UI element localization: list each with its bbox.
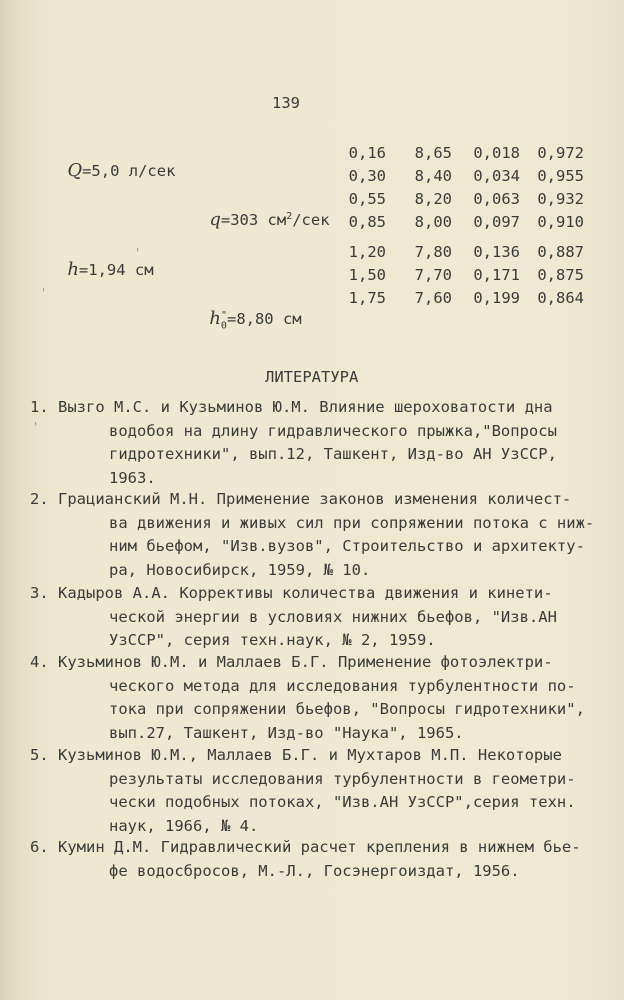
param-symbol: h bbox=[67, 259, 79, 280]
reference-item bbox=[30, 396, 600, 490]
reference-line: Кузьминов Ю.М. и Маллаев Б.Г. Применение фотоэлектри- bbox=[58, 653, 553, 671]
table-cell: 0,30 bbox=[348, 167, 386, 185]
margin-mark: ' bbox=[40, 286, 48, 300]
param-superscript: 2 bbox=[286, 211, 293, 222]
reference-line: водобоя на длину гидравлического прыжка,"Вопросы bbox=[109, 421, 557, 440]
table-cell: 0,171 bbox=[473, 266, 520, 284]
table-cell: 7,60 bbox=[414, 289, 452, 307]
table-cell: 0,063 bbox=[473, 190, 520, 208]
page-number: 139 bbox=[272, 94, 300, 112]
param-conjugate-depth bbox=[172, 289, 302, 353]
reference-item bbox=[30, 582, 600, 653]
table-cell: 0,955 bbox=[537, 167, 584, 185]
references-title: ЛИТЕРАТУРА bbox=[265, 368, 359, 386]
margin-mark: ' bbox=[134, 246, 142, 260]
param-value: =5,0 л/сек bbox=[82, 162, 176, 180]
param-value: =1,94 см bbox=[78, 261, 154, 279]
reference-line: результаты исследования турбулентности в геометри- bbox=[109, 769, 576, 788]
table-cell: 0,16 bbox=[348, 144, 386, 162]
reference-number: 3. bbox=[30, 584, 49, 602]
param-symbol: q bbox=[209, 209, 221, 231]
reference-number: 6. bbox=[30, 838, 49, 856]
table-cell: 8,20 bbox=[414, 190, 452, 208]
reference-number: 4. bbox=[30, 653, 49, 671]
reference-line: ним бьефом, "Изв.вузов", Строительство и архитекту- bbox=[109, 537, 585, 555]
table-cell: 8,65 bbox=[414, 144, 452, 162]
param-symbol: h bbox=[209, 308, 221, 330]
reference-line: чески подобных потоках, "Изв.АН УзССР",серия техн. bbox=[109, 793, 576, 811]
table-cell: 0,932 bbox=[537, 190, 584, 208]
reference-line: УзССР", серия техн.наук, № 2, 1959. bbox=[109, 631, 436, 649]
param-symbol: Q bbox=[67, 160, 83, 181]
reference-number: 1. bbox=[30, 398, 49, 416]
reference-item bbox=[30, 488, 600, 582]
param-unit-discharge bbox=[172, 190, 330, 247]
table-cell: 0,910 bbox=[537, 213, 584, 231]
table-cell: 7,70 bbox=[414, 266, 452, 284]
reference-item bbox=[30, 836, 600, 883]
reference-line: Кадыров А.А. Коррективы количества движения и кинети- bbox=[58, 584, 553, 602]
reference-number: 2. bbox=[30, 490, 49, 508]
reference-line: Кумин Д.М. Гидравлический расчет крепления в нижнем бье- bbox=[58, 838, 581, 856]
reference-line: тока при сопряжении бьефов, "Вопросы гидротехники", bbox=[109, 700, 585, 718]
reference-line: Вызго М.С. и Кузьминов Ю.М. Влияние шероховатости дна bbox=[58, 398, 553, 416]
reference-item bbox=[30, 744, 600, 838]
table-cell: 0,887 bbox=[537, 243, 584, 261]
table-cell: 8,00 bbox=[414, 213, 452, 231]
table-cell: 0,972 bbox=[537, 144, 584, 162]
reference-line: ческого метода для исследования турбулентности по- bbox=[109, 676, 576, 695]
reference-line: ческой энергии в условиях нижних бьефов, "Изв.АН bbox=[109, 607, 557, 626]
table-cell: 8,40 bbox=[414, 167, 452, 185]
reference-line: ва движения и живых сил при сопряжении потока с ниж- bbox=[109, 513, 595, 532]
param-discharge bbox=[30, 144, 175, 198]
param-subscript: 0 bbox=[220, 320, 227, 332]
param-value: =303 см bbox=[220, 211, 287, 230]
table-cell: 0,85 bbox=[348, 213, 386, 231]
table-cell: 0,034 bbox=[473, 167, 520, 185]
reference-number: 5. bbox=[30, 746, 49, 764]
reference-line: Грацианский М.Н. Применение законов изменения количест- bbox=[58, 490, 572, 508]
margin-mark: ' bbox=[32, 420, 40, 434]
reference-line: фе водосбросов, М.-Л., Госэнергоиздат, 1956. bbox=[109, 861, 520, 880]
table-cell: 0,864 bbox=[537, 289, 584, 307]
param-tail: /сек bbox=[292, 211, 330, 230]
table-cell: 0,136 bbox=[473, 243, 520, 261]
table-cell: 1,50 bbox=[348, 266, 386, 284]
table-cell: 0,199 bbox=[473, 289, 520, 307]
table-cell: 1,20 bbox=[348, 243, 386, 261]
table-cell: 0,097 bbox=[473, 213, 520, 231]
reference-item bbox=[30, 651, 600, 745]
table-cell: 0,018 bbox=[473, 144, 520, 162]
param-superscript: " bbox=[220, 310, 227, 321]
table-cell: 0,875 bbox=[537, 266, 584, 284]
reference-line: вып.27, Ташкент, Изд-во "Наука", 1965. bbox=[109, 723, 464, 742]
reference-line: Кузьминов Ю.М., Маллаев Б.Г. и Мухтаров М.П. Некоторые bbox=[58, 746, 562, 764]
reference-line: 1963. bbox=[109, 468, 156, 487]
table-cell: 7,80 bbox=[414, 243, 452, 261]
table-cell: 1,75 bbox=[348, 289, 386, 307]
reference-line: гидротехники", вып.12, Ташкент, Изд-во АН УзССР, bbox=[109, 445, 557, 463]
reference-line: наук, 1966, № 4. bbox=[109, 816, 259, 835]
param-value: =8,80 см bbox=[226, 310, 302, 329]
table-cell: 0,55 bbox=[348, 190, 386, 208]
reference-line: ра, Новосибирск, 1959, № 10. bbox=[109, 560, 371, 579]
